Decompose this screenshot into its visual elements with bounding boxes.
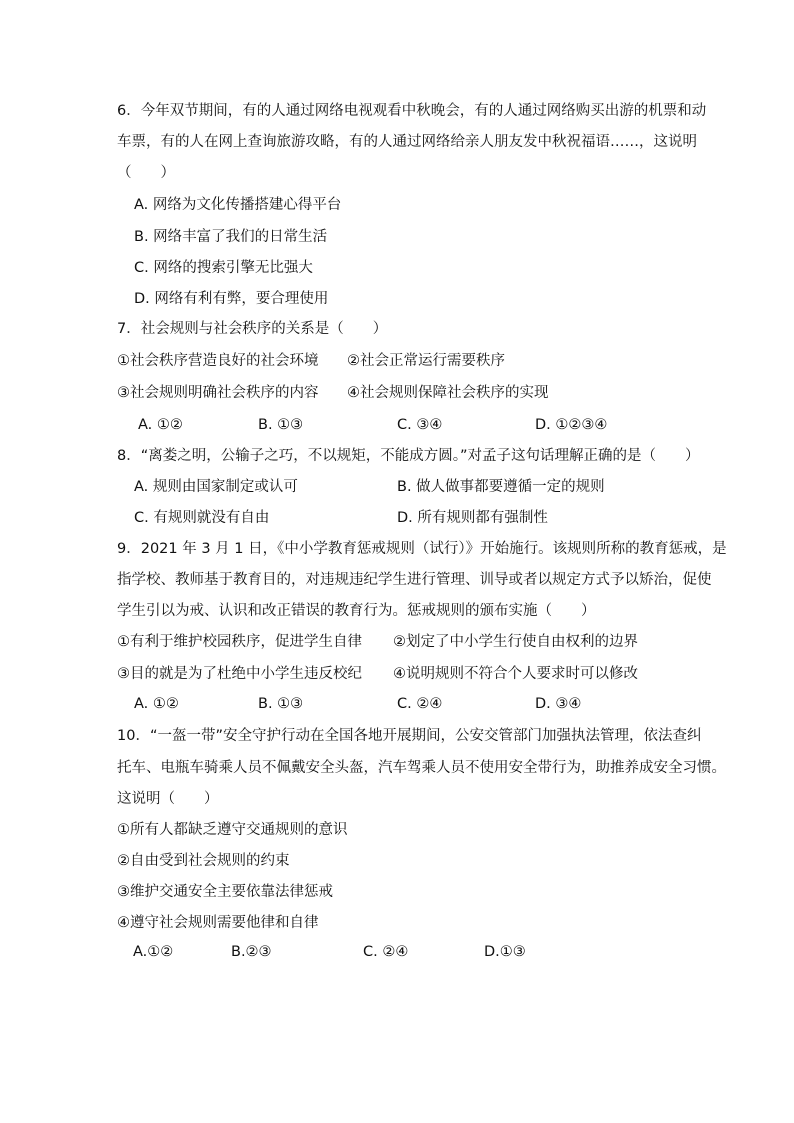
q6-option-c: C. 网络的搜索引擎无比强大 <box>134 260 313 276</box>
q8-stem: 8．“离娄之明，公输子之巧，不以规矩，不能成方圆。”对孟子这句话理解正确的是（ ） <box>117 448 700 464</box>
q7-stem: 7．社会规则与社会秩序的关系是（ ） <box>117 321 388 337</box>
q10-item-4: ④遵守社会规则需要他律和自律 <box>117 915 319 931</box>
q9-stem-line-3: 学生引以为戒、认识和改正错误的教育行为。惩戒规则的颁布实施（ ） <box>117 603 596 619</box>
q9-item-4: ④说明规则不符合个人要求时可以修改 <box>393 666 638 682</box>
q8-option-a: A. 规则由国家制定或认可 <box>134 479 298 495</box>
q7-option-a: A. ①② <box>138 417 183 433</box>
q8-option-c: C. 有规则就没有自由 <box>134 510 270 526</box>
q9-option-c: C. ②④ <box>397 696 443 712</box>
q10-option-c: C. ②④ <box>363 944 409 960</box>
q7-option-c: C. ③④ <box>397 417 443 433</box>
q6-option-a: A. 网络为文化传播搭建心得平台 <box>134 197 342 213</box>
q10-item-2: ②自由受到社会规则的约束 <box>117 853 290 869</box>
q10-option-a: A.①② <box>133 944 174 960</box>
q9-option-a: A. ①② <box>134 696 179 712</box>
q10-option-b: B.②③ <box>231 944 272 960</box>
q10-stem-line-1: 10．“一盔一带”安全守护行动在全国各地开展期间，公安交管部门加强执法管理，依法查纠 <box>117 728 702 744</box>
q9-item-2: ②划定了中小学生行使自由权利的边界 <box>393 634 638 650</box>
q7-option-b: B. ①③ <box>258 417 304 433</box>
q10-item-3: ③维护交通安全主要依靠法律惩戒 <box>117 884 333 900</box>
q9-option-b: B. ①③ <box>258 696 304 712</box>
q9-option-d: D. ③④ <box>535 696 582 712</box>
q7-item-4: ④社会规则保障社会秩序的实现 <box>347 385 549 401</box>
q9-stem-line-2: 指学校、教师基于教育目的，对违规违纪学生进行管理、训导或者以规定方式予以矫治，促使 <box>117 572 712 588</box>
q7-item-1: ①社会秩序营造良好的社会环境 <box>117 353 319 369</box>
q9-item-1: ①有利于维护校园秩序，促进学生自律 <box>117 634 362 650</box>
q10-stem-line-2: 托车、电瓶车骑乘人员不佩戴安全头盔，汽车驾乘人员不使用安全带行为，助推养成安全习惯。 <box>117 760 726 776</box>
q10-item-1: ①所有人都缺乏遵守交通规则的意识 <box>117 822 348 838</box>
q10-stem-line-3: 这说明（ ） <box>117 791 219 807</box>
q7-option-d: D. ①②③④ <box>535 417 608 433</box>
q10-option-d: D.①③ <box>484 944 526 960</box>
q7-item-3: ③社会规则明确社会秩序的内容 <box>117 385 319 401</box>
q6-option-b: B. 网络丰富了我们的日常生活 <box>134 229 328 245</box>
q9-item-3: ③目的就是为了杜绝中小学生违反校纪 <box>117 666 362 682</box>
q6-stem-line-2: 车票，有的人在网上查询旅游攻略，有的人通过网络给亲人朋友发中秋祝福语……，这说明 <box>117 134 697 150</box>
q8-option-b: B. 做人做事都要遵循一定的规则 <box>397 479 605 495</box>
q6-stem-line-1: 6．今年双节期间，有的人通过网络电视观看中秋晚会，有的人通过网络购买出游的机票和动 <box>117 103 707 119</box>
q6-stem-line-3: （ ） <box>117 165 175 181</box>
q9-stem-line-1: 9．2021 年 3 月 1 日，《中小学教育惩戒规则（试行）》开始施行。该规则所称的教育惩戒，是 <box>117 541 727 557</box>
q6-option-d: D. 网络有利有弊，要合理使用 <box>134 291 329 307</box>
q8-option-d: D. 所有规则都有强制性 <box>397 510 548 526</box>
q7-item-2: ②社会正常运行需要秩序 <box>347 353 505 369</box>
